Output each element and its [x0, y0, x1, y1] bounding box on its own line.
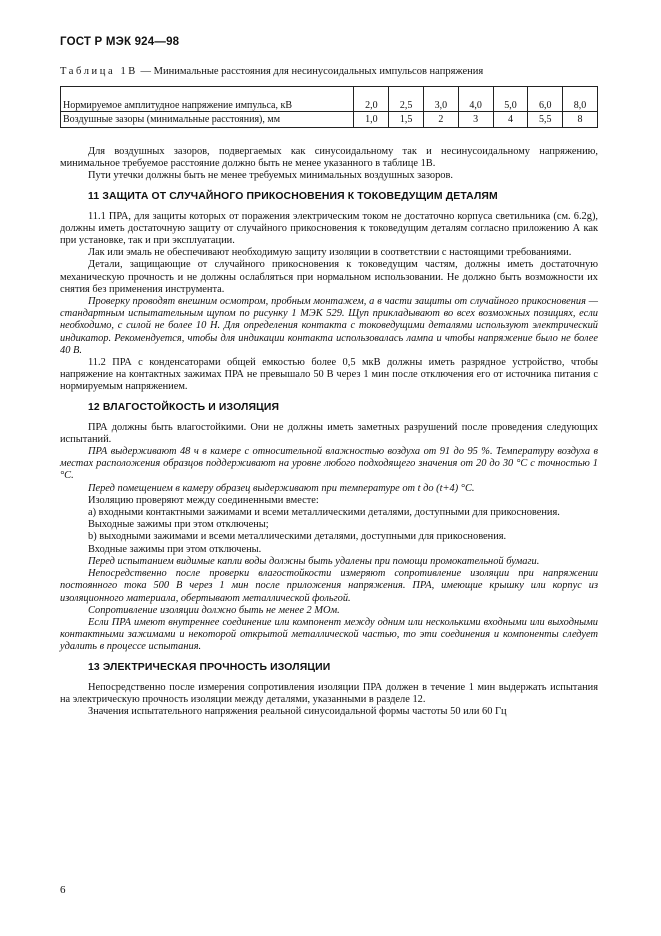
table-cell: 1,5: [389, 112, 424, 128]
document-body: [60, 146, 598, 718]
distances-table: [60, 86, 598, 128]
paragraph: Изоляцию проверяют между соединенными вместе:: [88, 494, 319, 506]
table-cell: 5,0: [493, 87, 528, 112]
section-heading-11: 11 ЗАЩИТА ОТ СЛУЧАЙНОГО ПРИКОСНОВЕНИЯ К ТОКОВЕДУЩИМ ДЕТАЛЯМ: [88, 190, 498, 202]
list-item: а) входными контактными зажимами и всеми металлическими деталями, доступными для прикосновения.: [88, 507, 560, 519]
standard-header: ГОСТ Р МЭК 924—98: [60, 36, 180, 48]
section-heading-13: 13 ЭЛЕКТРИЧЕСКАЯ ПРОЧНОСТЬ ИЗОЛЯЦИИ: [88, 661, 331, 673]
table-cell: 3,0: [423, 87, 458, 112]
table-caption: [60, 66, 483, 77]
paragraph-italic: Перед испытанием видимые капли воды должны быть удалены при помощи промокательной бумаги.: [88, 555, 540, 567]
paragraph: Лак или эмаль не обеспечивают необходимую защиту изоляции в соответствии с настоящими требованиями.: [88, 247, 572, 259]
paragraph-italic: Проверку проводят внешним осмотром, пробным монтажем, а в части защиты от случайного прикосновения — стандартным испытательным щупом по рисунку 1 МЭК 529. Щуп прикладывают во всех возможных позициях, если необходимо, с силой не более 10 Н. Для определения контакта с токоведущими деталями используют электрический индикатор. Рекомендуется, чтобы для индикации контакта использовалась лампа и чтобы напряжение было не более 40 В.: [60, 296, 598, 356]
paragraph: Выходные зажимы при этом отключены;: [88, 519, 269, 531]
table-caption-title: — Минимальные расстояния для несинусоидальных импульсов напряжения: [137, 66, 484, 77]
table-cell: 4,0: [458, 87, 493, 112]
paragraph-italic: Если ПРА имеют внутреннее соединение или компонент между одним или несколькими входными или выходными контактными зажимами и некоторой открытой металлической частью, то эти соединения и компоненты следует удалить в процессе испытания.: [60, 616, 598, 653]
table-cell: 4: [493, 112, 528, 128]
table-caption-label: Таблица 1В: [60, 66, 138, 77]
paragraph: Детали, защищающие от случайного прикосновения к токоведущим частям, должны иметь достаточную механическую прочность и не должны ослабляться при нормальном использовании. Не должно быть возможности их снятия без применения инструмента.: [60, 259, 598, 295]
paragraph: Входные зажимы при этом отключены.: [88, 543, 262, 555]
table-row: [61, 87, 598, 112]
table-cell: 2,0: [354, 87, 389, 112]
table-cell: 2,5: [389, 87, 424, 112]
paragraph-italic: ПРА выдерживают 48 ч в камере с относительной влажностью воздуха от 91 до 95 %. Температуру воздуха в местах расположения образцов поддерживают на уровне любого подходящего значения от 20 до 30 °С с точностью 1 °С.: [60, 446, 598, 482]
paragraph: ПРА должны быть влагостойкими. Они не должны иметь заметных разрушений после проведения следующих испытаний.: [60, 421, 598, 445]
table-cell: 1,0: [354, 112, 389, 128]
paragraph-italic: Непосредственно после проверки влагостойкости измеряют сопротивление изоляции при напряжении постоянного тока 500 В через 1 мин после приложения напряжения. ПРА, имеющие крышку или корпус из изоляционного материала, обертывают металлической фольгой.: [60, 568, 598, 604]
table-cell: 3: [458, 112, 493, 128]
table-cell: 6,0: [528, 87, 563, 112]
table-row-label: Воздушные зазоры (минимальные расстояния), мм: [61, 112, 354, 128]
table-cell: 8: [563, 112, 598, 128]
paragraph: Для воздушных зазоров, подвергаемых как синусоидальному так и несинусоидальному напряжению, минимальное требуемое расстояние должно быть не менее указанного в таблице 1В.: [60, 146, 598, 170]
paragraph: 11.2 ПРА с конденсаторами общей емкостью более 0,5 мкВ должны иметь разрядное устройство, чтобы напряжение на контактных зажимах ПРА не превышало 50 В через 1 мин после отключения его от источника питания с нормируемым напряжением.: [60, 357, 598, 393]
paragraph-italic: Перед помещением в камеру образец выдерживают при температуре от t до (t+4) °С.: [88, 482, 475, 494]
section-heading-12: 12 ВЛАГОСТОЙКОСТЬ И ИЗОЛЯЦИЯ: [88, 401, 280, 413]
paragraph-italic: Сопротивление изоляции должно быть не менее 2 МОм.: [88, 604, 340, 616]
table-cell: 8,0: [563, 87, 598, 112]
page-number: 6: [60, 884, 66, 896]
table-cell: 2: [423, 112, 458, 128]
paragraph: Непосредственно после измерения сопротивления изоляции ПРА должен в течение 1 мин выдержать испытания на электрическую прочность изоляции между деталями, указанными в разделе 12.: [60, 681, 598, 705]
list-item: b) выходными зажимами и всеми металлическими деталями, доступными для прикосновения.: [88, 531, 507, 543]
table-row-label: Нормируемое амплитудное напряжение импульса, кВ: [61, 87, 354, 112]
table-row: [61, 112, 598, 128]
paragraph: Значения испытательного напряжения реальной синусоидальной формы частоты 50 или 60 Гц: [88, 705, 507, 717]
paragraph: 11.1 ПРА, для защиты которых от поражения электрическим током не достаточно корпуса светильника (см. 6.2g), должны иметь достаточную защиту от случайного прикосновения к токоведущим деталям согласно приложению А как при установке, так и при эксплуатации.: [60, 210, 598, 247]
table-cell: 5,5: [528, 112, 563, 128]
paragraph: Пути утечки должны быть не менее требуемых минимальных воздушных зазоров.: [88, 170, 453, 182]
